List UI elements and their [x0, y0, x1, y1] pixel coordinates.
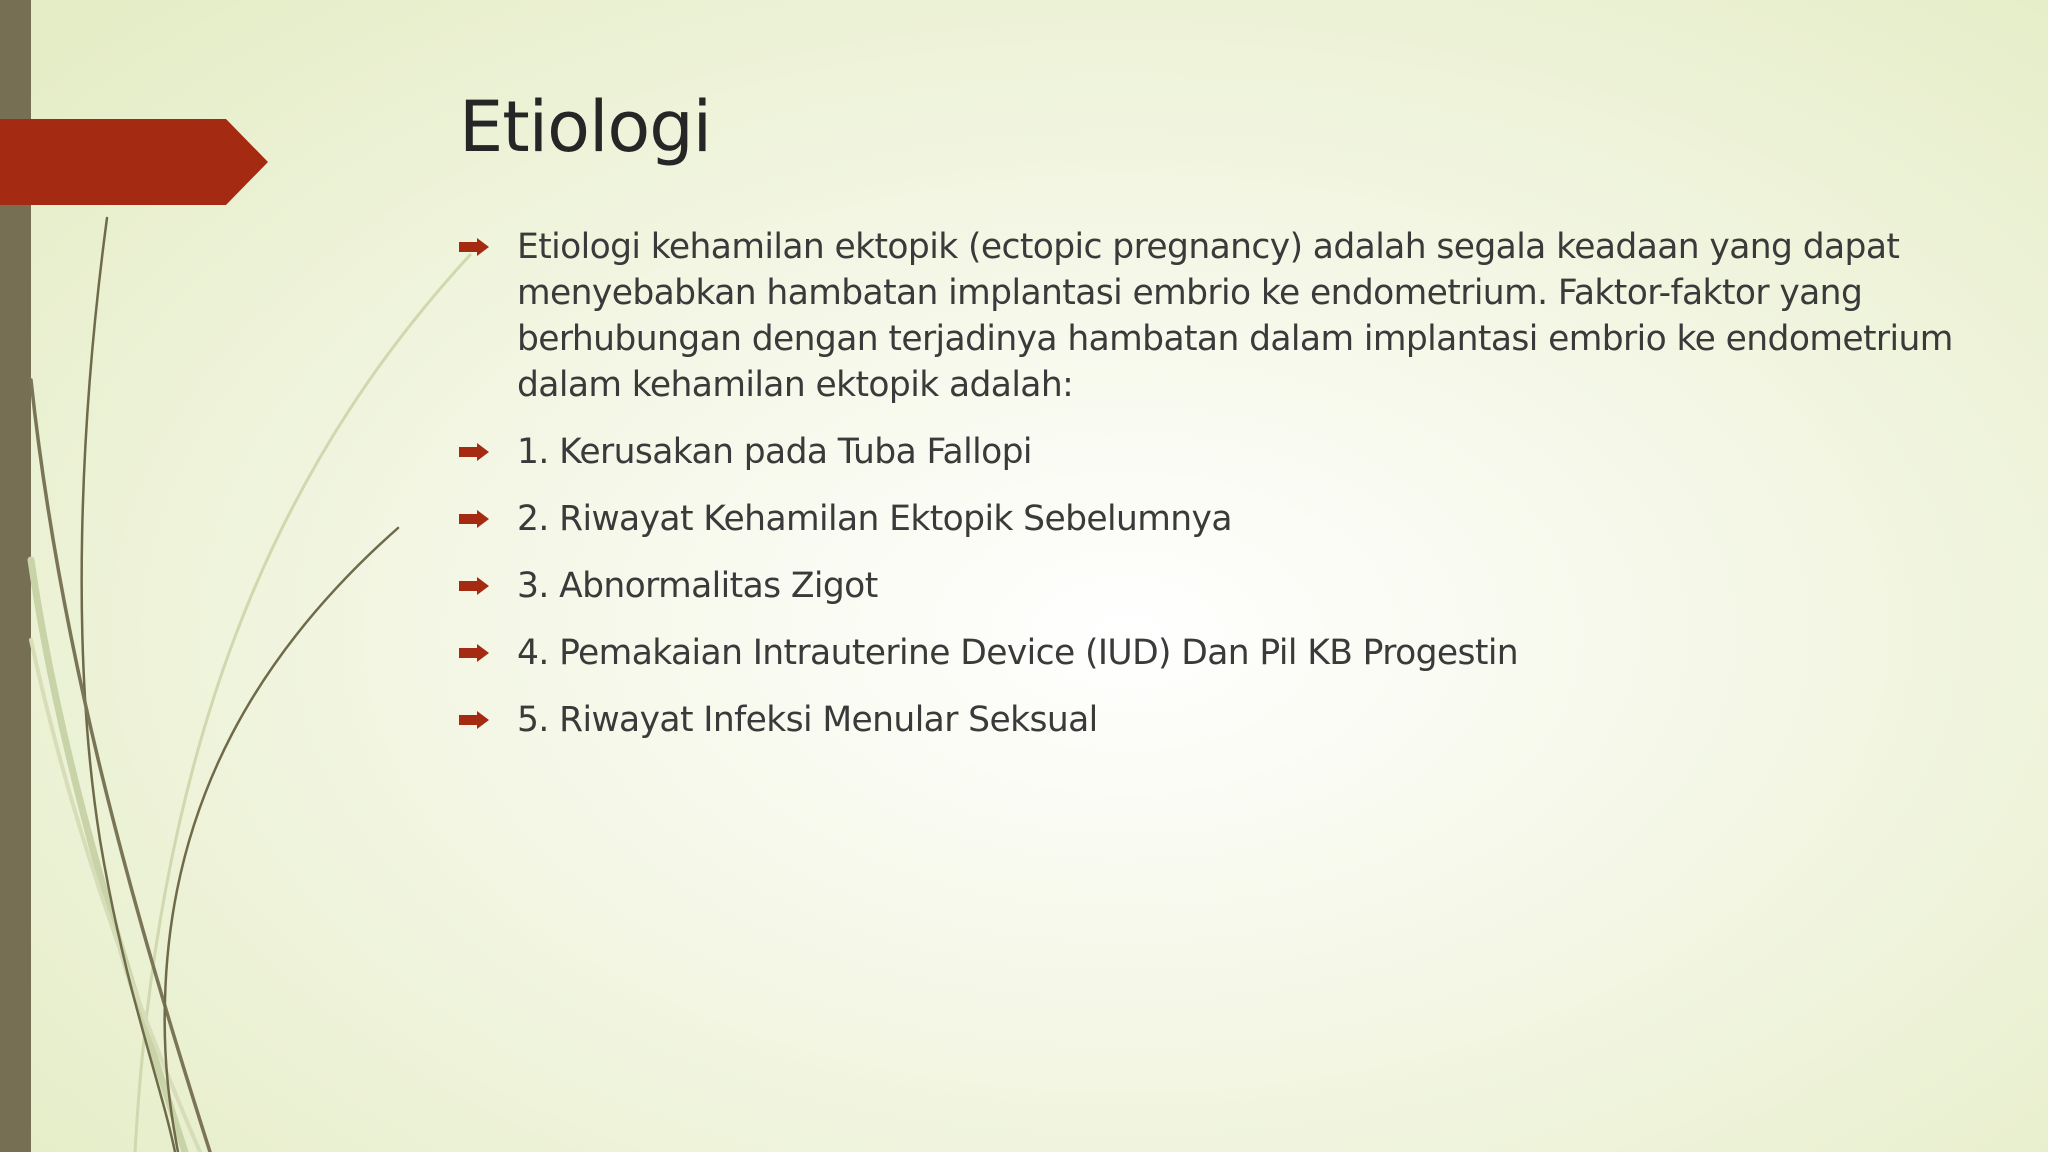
dark-curve-1 [82, 218, 175, 1152]
pale-curve-1 [135, 255, 470, 1152]
slide-title: Etiologi [459, 86, 712, 168]
bullet-text: 3. Abnormalitas Zigot [517, 566, 878, 606]
bullet-item [459, 630, 1959, 676]
bullet-text: Etiologi kehamilan ektopik (ectopic pregnancy) adalah segala keadaan yang dapat menyebabkan hambatan implantasi embrio ke endometrium. Faktor-faktor yang berhubungan dengan terjadinya hambatan dalam implantasi embrio ke endometrium dalam kehamilan ektopik adalah: [517, 227, 1953, 405]
bullet-item [459, 224, 1959, 408]
dark-curve-2 [31, 380, 210, 1152]
bullet-item [459, 563, 1959, 609]
arrow-right-icon [459, 238, 489, 256]
bullet-text: 5. Riwayat Infeksi Menular Seksual [517, 700, 1098, 740]
arrow-right-icon [459, 443, 489, 461]
bullet-item [459, 697, 1959, 743]
bullet-item [459, 496, 1959, 542]
bullet-list [459, 224, 1959, 764]
dark-curve-3 [165, 528, 398, 1152]
arrow-right-icon [459, 711, 489, 729]
title-accent-tab [0, 119, 270, 205]
bullet-text: 4. Pemakaian Intrauterine Device (IUD) Dan Pil KB Progestin [517, 633, 1519, 673]
arrow-right-icon [459, 644, 489, 662]
bullet-text: 1. Kerusakan pada Tuba Fallopi [517, 432, 1032, 472]
bullet-item [459, 429, 1959, 475]
bullet-text: 2. Riwayat Kehamilan Ektopik Sebelumnya [517, 499, 1232, 539]
arrow-right-icon [459, 577, 489, 595]
arrow-right-icon [459, 510, 489, 528]
